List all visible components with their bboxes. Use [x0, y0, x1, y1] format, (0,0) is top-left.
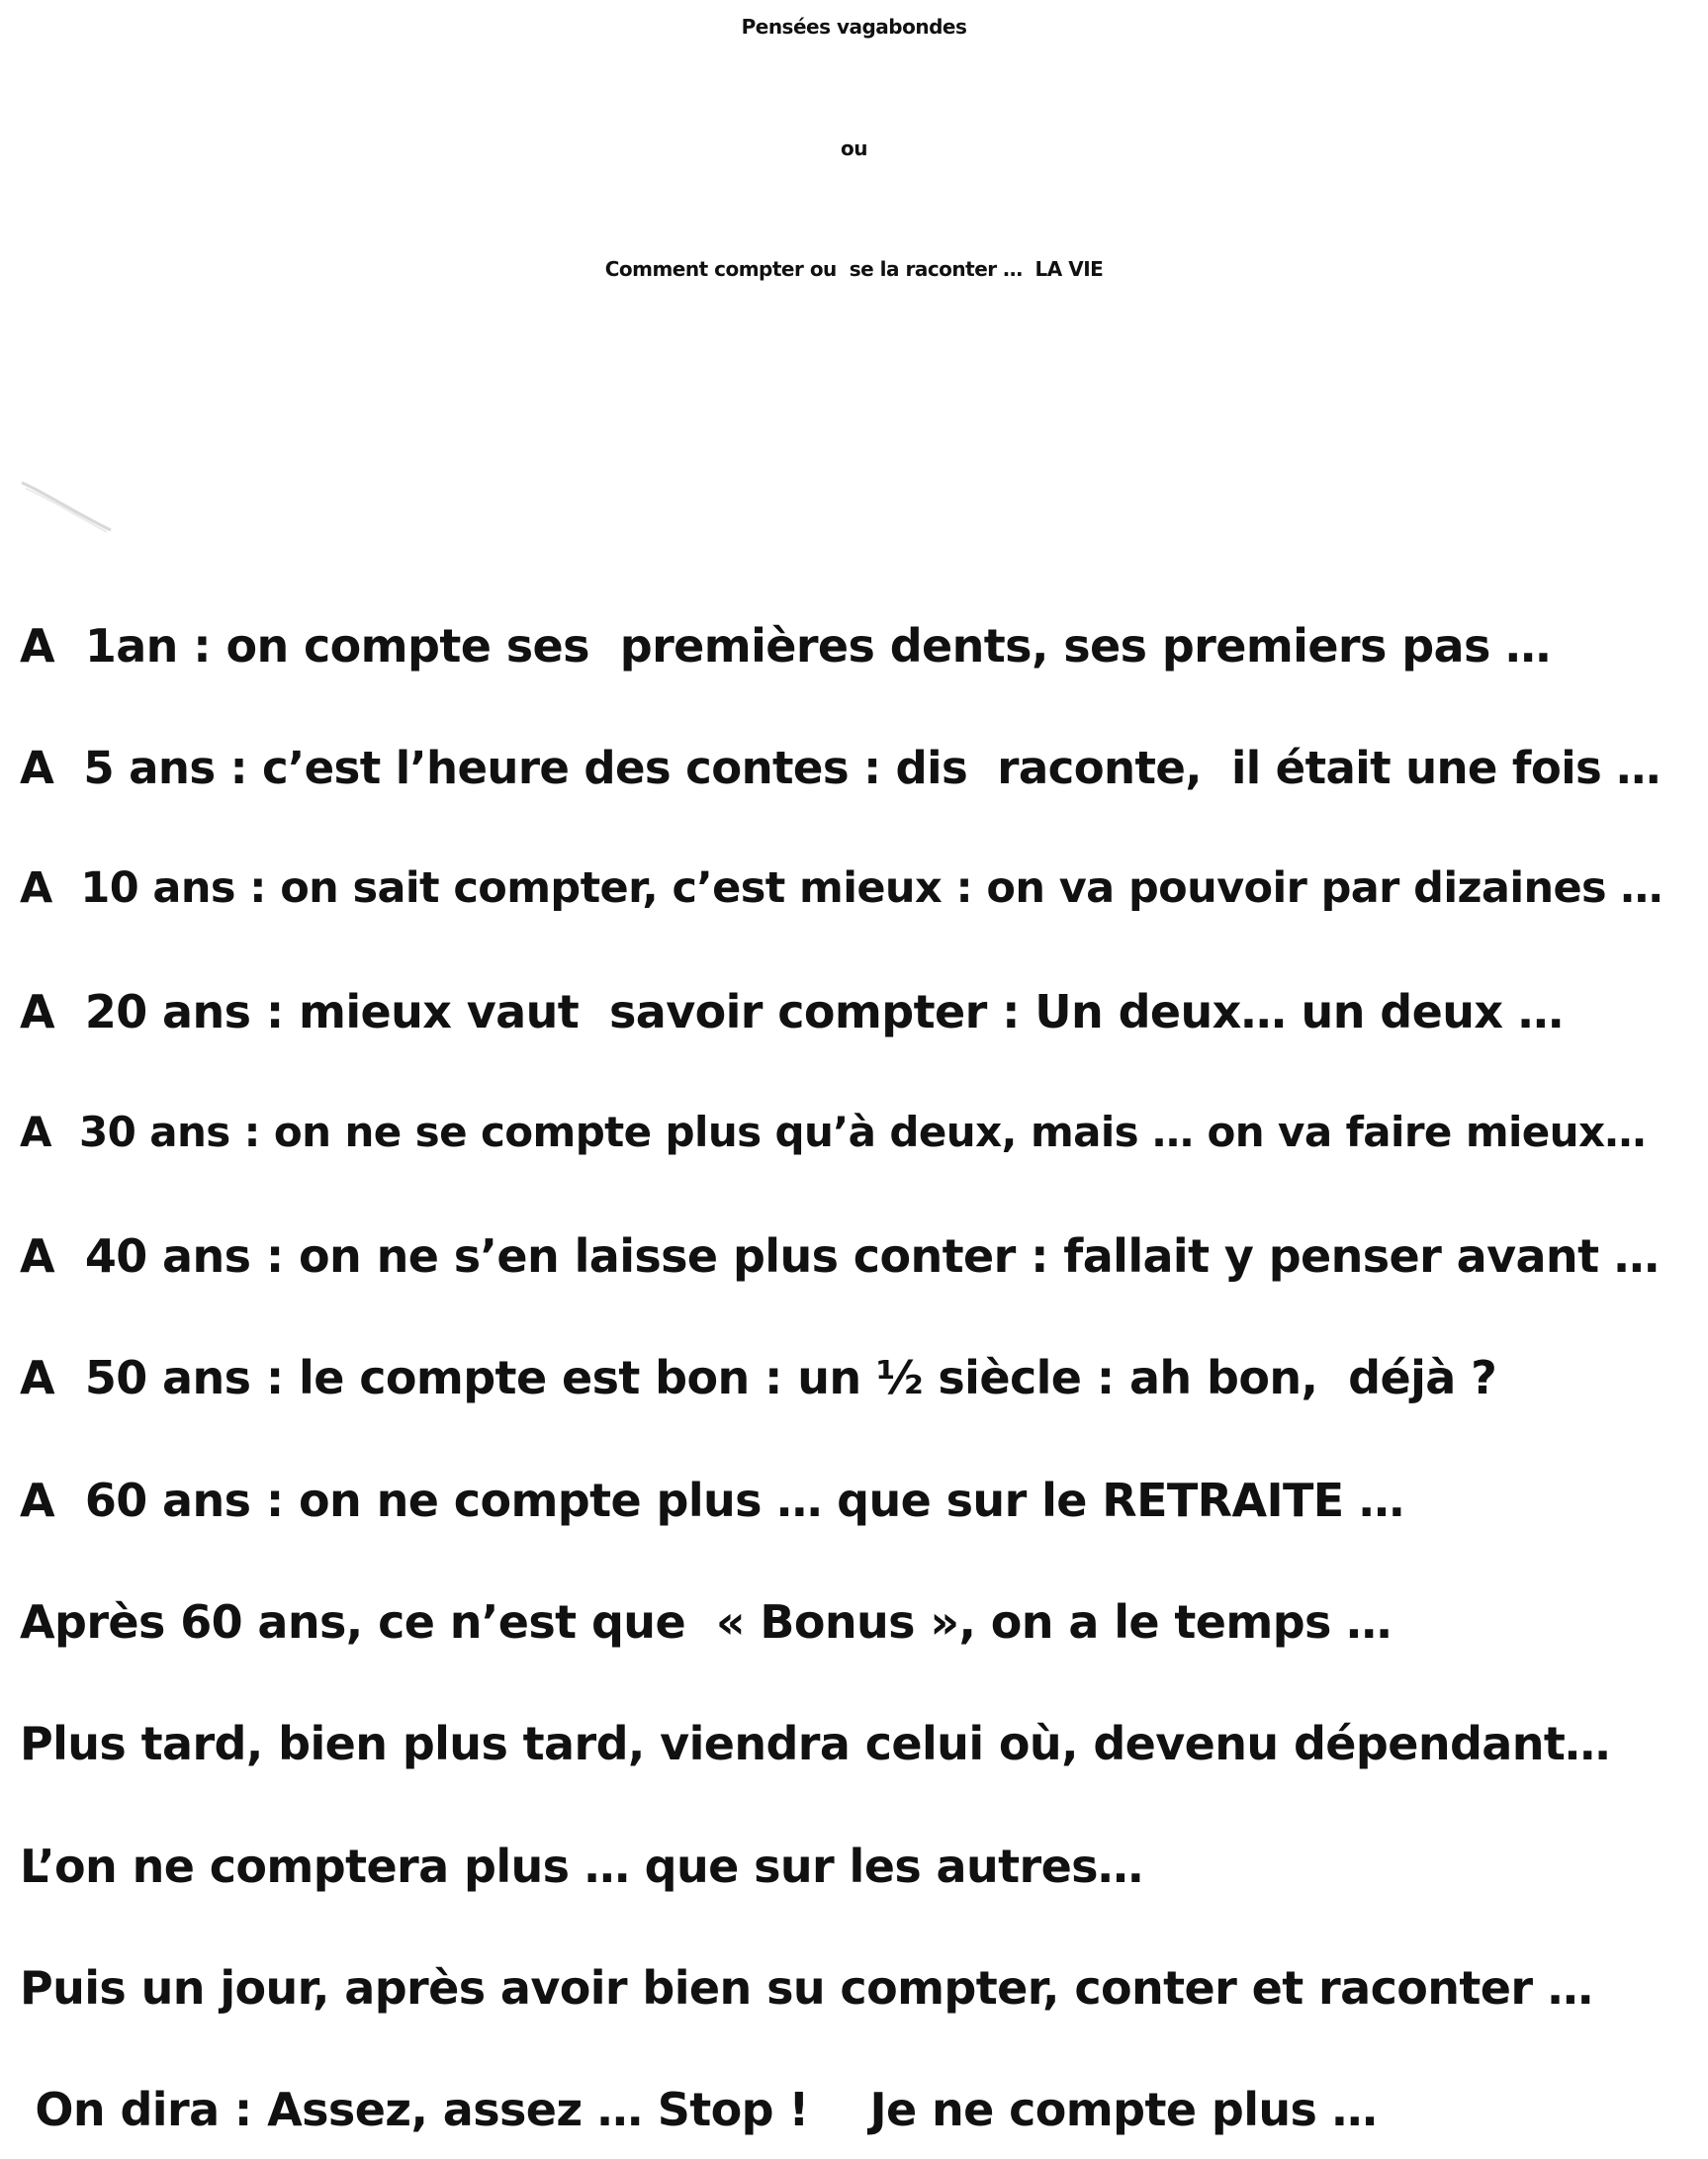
page-title: Pensées vagabondes [741, 15, 967, 39]
text-line: A 40 ans : on ne s’en laisse plus conter : fallait y penser avant … [20, 1229, 1660, 1283]
text-line: Après 60 ans, ce n’est que « Bonus », on a le temps … [20, 1595, 1392, 1649]
text-line: A 50 ans : le compte est bon : un ½ siècle : ah bon, déjà ? [20, 1351, 1497, 1404]
text-line: Puis un jour, après avoir bien su compter, conter et raconter … [20, 1961, 1593, 2015]
page-subtitle: Comment compter ou se la raconter … LA VIE [604, 257, 1104, 281]
title-connector: ou [841, 136, 867, 160]
text-line: A 1an : on compte ses premières dents, ses premiers pas … [20, 619, 1551, 673]
text-line: Plus tard, bien plus tard, viendra celui où, devenu dépendant… [20, 1717, 1610, 1770]
text-line: A 5 ans : c’est l’heure des contes : dis raconte, il était une fois … [20, 742, 1661, 794]
text-line: L’on ne comptera plus … que sur les autres… [20, 1840, 1143, 1893]
text-line: A 60 ans : on ne compte plus … que sur le RETRAITE … [20, 1474, 1404, 1527]
text-line: A 10 ans : on sait compter, c’est mieux : on va pouvoir par dizaines … [20, 863, 1663, 913]
text-line: A 30 ans : on ne se compte plus qu’à deux, mais … on va faire mieux… [20, 1108, 1646, 1156]
scan-smudge [20, 475, 114, 534]
text-line: On dira : Assez, assez … Stop ! Je ne compte plus … [20, 2083, 1378, 2136]
text-line: A 20 ans : mieux vaut savoir compter : Un deux… un deux … [20, 985, 1564, 1038]
